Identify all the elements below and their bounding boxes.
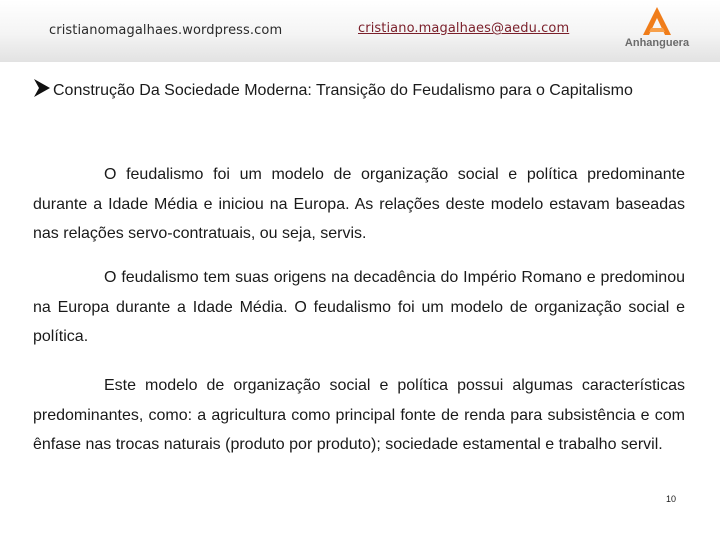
logo-mark-icon xyxy=(622,4,692,38)
paragraph-1: O feudalismo foi um modelo de organização social e política predominante durante a Idade Média e iniciou na Europa. As relações deste modelo estavam baseadas nas relações servo-contratuais, ou seja, servis. xyxy=(33,166,685,242)
paragraph-3: Este modelo de organização social e política possui algumas características predominantes, como: a agricultura como principal fonte de renda para subsistência e com ênfase nas trocas naturais (produto por produto); sociedade estamental e trabalho servil. xyxy=(33,377,685,453)
anhanguera-logo xyxy=(622,4,692,56)
paragraph-2: O feudalismo tem suas origens na decadência do Império Romano e predominou na Europa durante a Idade Média. O feudalismo foi um modelo de organização social e política. xyxy=(33,269,685,345)
page-number: 10 xyxy=(666,494,677,504)
site-url[interactable]: cristianomagalhaes.wordpress.com xyxy=(49,23,283,38)
arrow-bullet-icon xyxy=(33,78,51,98)
slide-header xyxy=(0,0,720,62)
heading-text: Construção Da Sociedade Moderna: Transição do Feudalismo para o Capitalismo xyxy=(53,82,633,99)
email-link[interactable]: cristiano.magalhaes@aedu.com xyxy=(358,21,570,36)
slide-heading xyxy=(33,78,685,104)
logo-wordmark: Anhanguera xyxy=(624,37,690,49)
